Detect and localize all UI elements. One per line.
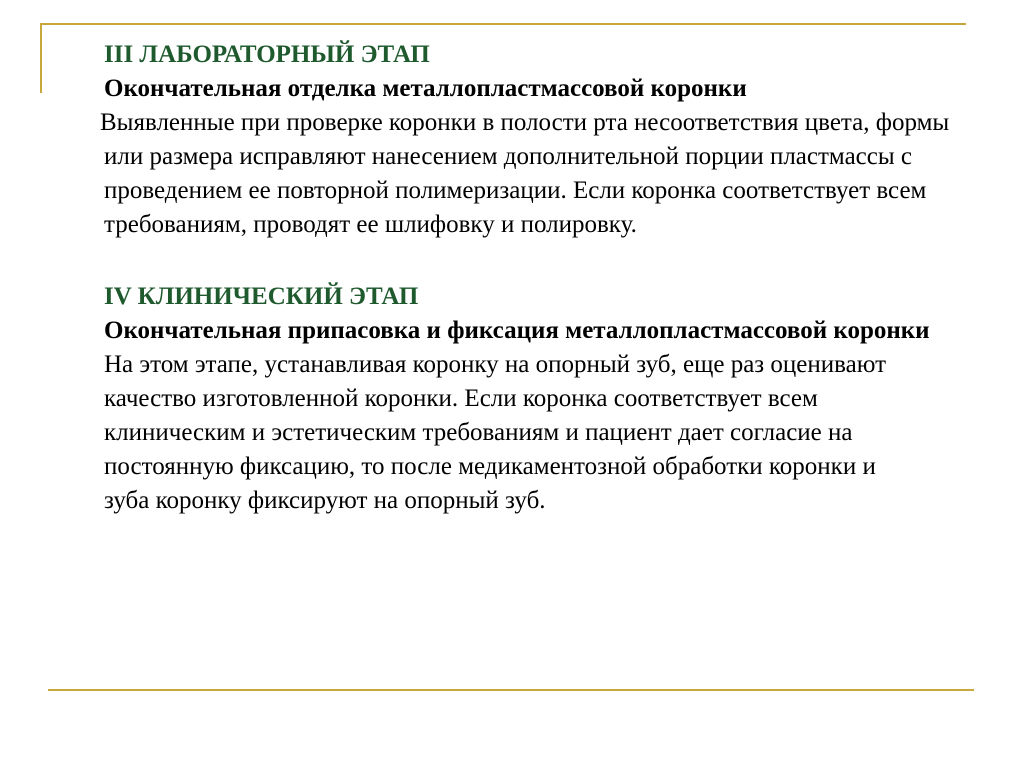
bottom-divider	[48, 689, 974, 691]
section-1-heading: III ЛАБОРАТОРНЫЙ ЭТАП	[104, 41, 430, 68]
section-1-subheading: Окончательная отделка металлопластмассовой коронки	[104, 75, 747, 102]
section-2-subheading: Окончательная припасовка и фиксация металлопластмассовой коронки	[104, 317, 930, 344]
section-clinical-stage	[104, 280, 964, 518]
slide-content	[100, 38, 964, 518]
section-1-body: Выявленные при проверке коронки в полости рта несоответствия цвета, формы или размера исправляют нанесением дополнительной порции пластмассы с проведением ее повторной полимеризации. Если коронка соответствует всем требованиям, проводят ее шлифовку и полировку.	[100, 109, 950, 238]
section-2-body: На этом этапе, устанавливая коронку на опорный зуб, еще раз оценивают качество изготовленной коронки. Если коронка соответствует всем клиническим и эстетическим требованиям и пациент дает согласие на постоянную фиксацию, то после медикаментозной обработки коронки и зуба коронку фиксируют на опорный зуб.	[104, 351, 887, 514]
left-divider	[40, 23, 42, 93]
section-2-heading: IV КЛИНИЧЕСКИЙ ЭТАП	[104, 283, 419, 310]
section-laboratory-stage	[100, 38, 964, 242]
top-divider	[40, 23, 966, 25]
